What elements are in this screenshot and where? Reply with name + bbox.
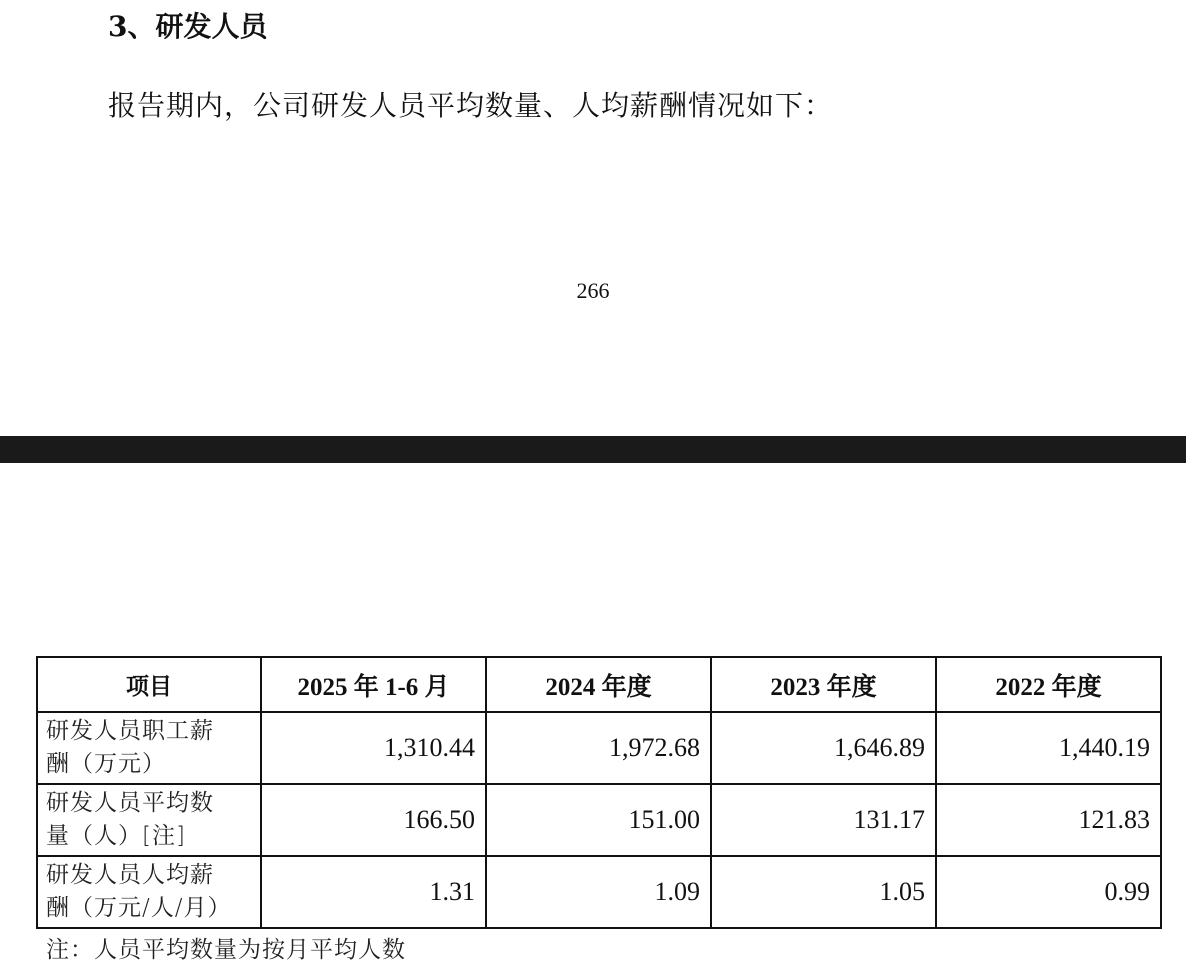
header-2024: 2024 年度 [486,657,711,712]
header-2022: 2022 年度 [936,657,1161,712]
rd-personnel-table [36,656,1162,929]
row-label-avg-salary [37,856,261,928]
table-cell: 1,972.68 [486,712,711,784]
table-cell: 1.31 [261,856,486,928]
table-footnote: 注：人员平均数量为按月平均人数 [46,937,406,963]
table-cell: 1,310.44 [261,712,486,784]
intro-paragraph: 报告期内，公司研发人员平均数量、人均薪酬情况如下： [108,89,834,122]
table-cell: 0.99 [936,856,1161,928]
row-label-line: 研发人员平均数 [46,790,214,816]
row-label-line: 酬（万元/人/月） [46,895,232,921]
table-header-row [37,657,1161,712]
row-label-line: 研发人员人均薪 [46,862,214,888]
row-label-salary [37,712,261,784]
page-break-bar [0,436,1186,463]
header-item: 项目 [37,657,261,712]
row-label-line: 量（人）[注] [46,823,186,849]
row-label-headcount [37,784,261,856]
table-cell: 1.05 [711,856,936,928]
row-label-line: 研发人员职工薪 [46,718,214,744]
row-label-line: 酬（万元） [46,751,166,777]
table-row [37,784,1161,856]
table-cell: 151.00 [486,784,711,856]
page-number: 266 [576,278,610,303]
table-cell: 1,646.89 [711,712,936,784]
table-cell: 1.09 [486,856,711,928]
section-heading: 3、研发人员 [108,10,268,43]
header-2023: 2023 年度 [711,657,936,712]
table-row [37,856,1161,928]
table-cell: 131.17 [711,784,936,856]
table-cell: 1,440.19 [936,712,1161,784]
table-cell: 166.50 [261,784,486,856]
table-row [37,712,1161,784]
table-cell: 121.83 [936,784,1161,856]
header-2025h1: 2025 年 1-6 月 [261,657,486,712]
